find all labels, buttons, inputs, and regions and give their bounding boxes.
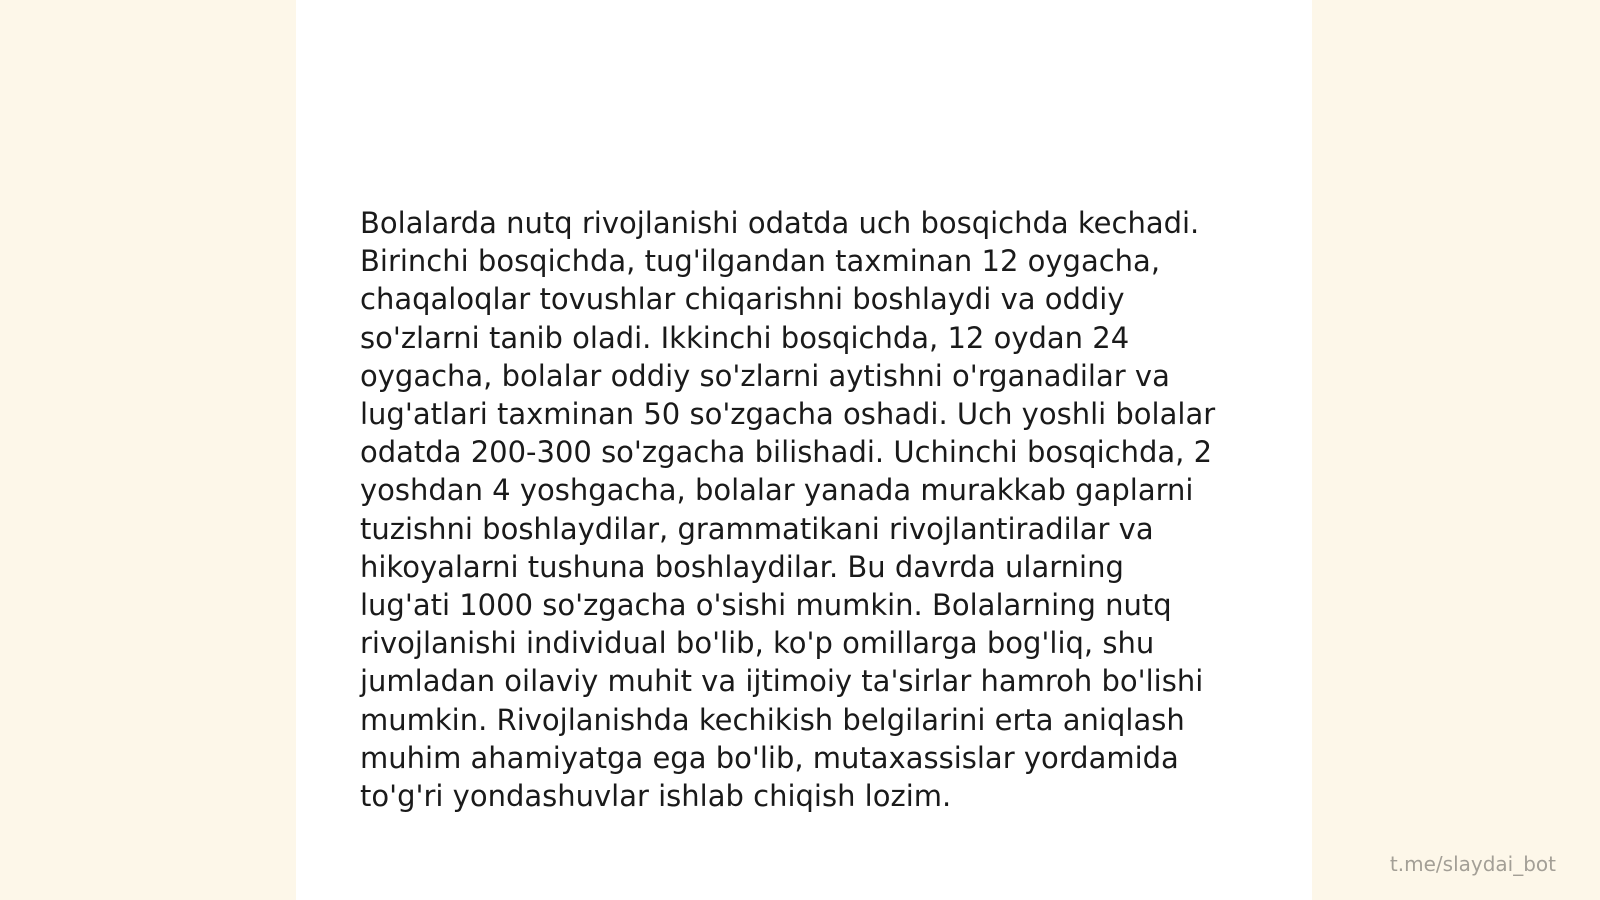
slide-body-text: Bolalarda nutq rivojlanishi odatda uch bosqichda kechadi. Birinchi bosqichda, tug'ilgandan taxminan 12 oygacha, chaqaloqlar tovushlar chiqarishni boshlaydi va oddiy so'zlarni tanib oladi. Ikkinchi bosqichda, 12 oydan 24 oygacha, bolalar oddiy so'zlarni aytishni o'rganadilar va lug'atlari taxminan 50 so'zgacha oshadi. Uch yoshli bolalar odatda 200-300 so'zgacha bilishadi. Uchinchi bosqichda, 2 yoshdan 4 yoshgacha, bolalar yanada murakkab gaplarni tuzishni boshlaydilar, grammatikani rivojlantiradilar va hikoyalarni tushuna boshlaydilar. Bu davrda ularning lug'ati 1000 so'zgacha o'sishi mumkin. Bolalarning nutq rivojlanishi individual bo'lib, ko'p omillarga bog'liq, shu jumladan oilaviy muhit va ijtimoiy ta'sirlar hamroh bo'lishi mumkin. Rivojlanishda kechikish belgilarini erta aniqlash muhim ahamiyatga ega bo'lib, mutaxassislar yordamida to'g'ri yondashuvlar ishlab chiqish lozim.: [360, 206, 1216, 814]
slide-panel: [296, 0, 1312, 900]
watermark: t.me/slaydai_bot: [1389, 852, 1556, 876]
